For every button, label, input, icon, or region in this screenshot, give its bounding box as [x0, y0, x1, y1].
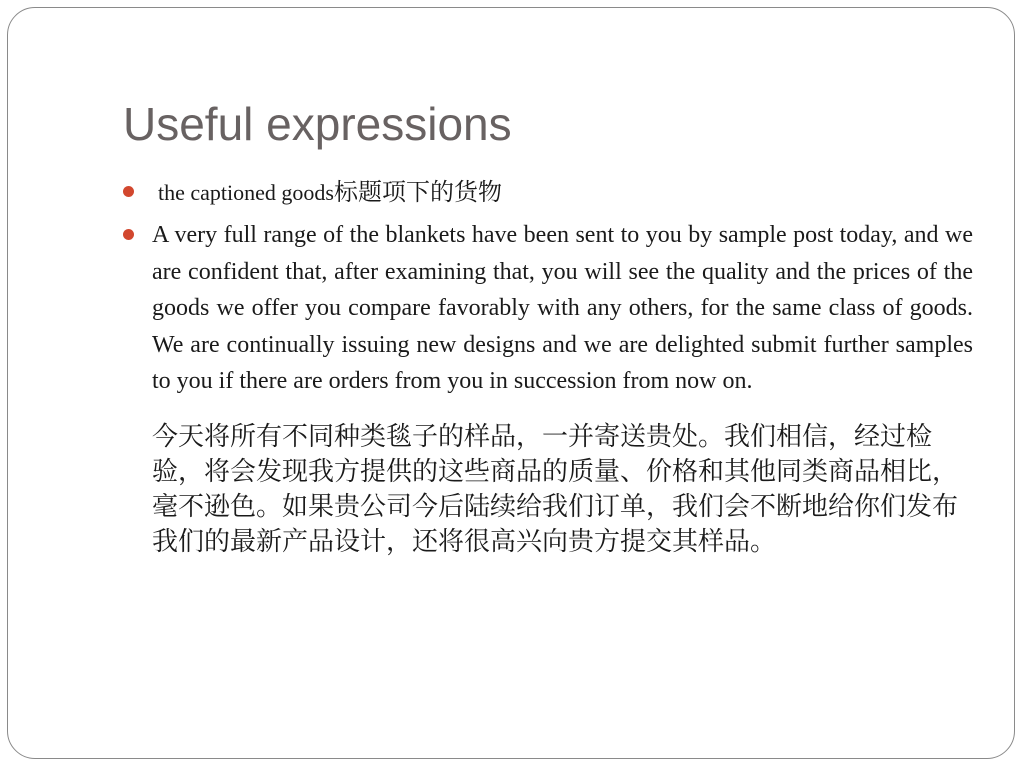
slide-title: Useful expressions: [123, 98, 512, 150]
bullet-dot-icon: [123, 186, 134, 197]
bullet-dot-icon: [123, 229, 134, 240]
bullet-item-sample-letter: [123, 217, 973, 560]
bullet-list: [123, 172, 973, 560]
expression-english: the captioned goods: [158, 180, 334, 205]
paragraph-chinese: 今天将所有不同种类毯子的样品，一并寄送贵处。我们相信，经过检验，将会发现我方提供的这些商品的质量、价格和其他同类商品相比，毫不逊色。如果贵公司今后陆续给我们订单，我们会不断地给你们发布我们的最新产品设计，还将很高兴向贵方提交其样品。: [152, 421, 959, 557]
expression-chinese: 标题项下的货物: [333, 178, 502, 206]
bullet-item-captioned-goods: [123, 172, 973, 213]
paragraph-english: A very full range of the blankets have been sent to you by sample post today, and we are confident that, after examining that, you will see the quality and the prices of the goods we offer you compare favorably with any others, for the same class of goods. We are continually issuing new designs and we are delighted submit further samples to you if there are orders from you in succession from now on.: [152, 222, 973, 395]
slide: [7, 7, 1015, 759]
